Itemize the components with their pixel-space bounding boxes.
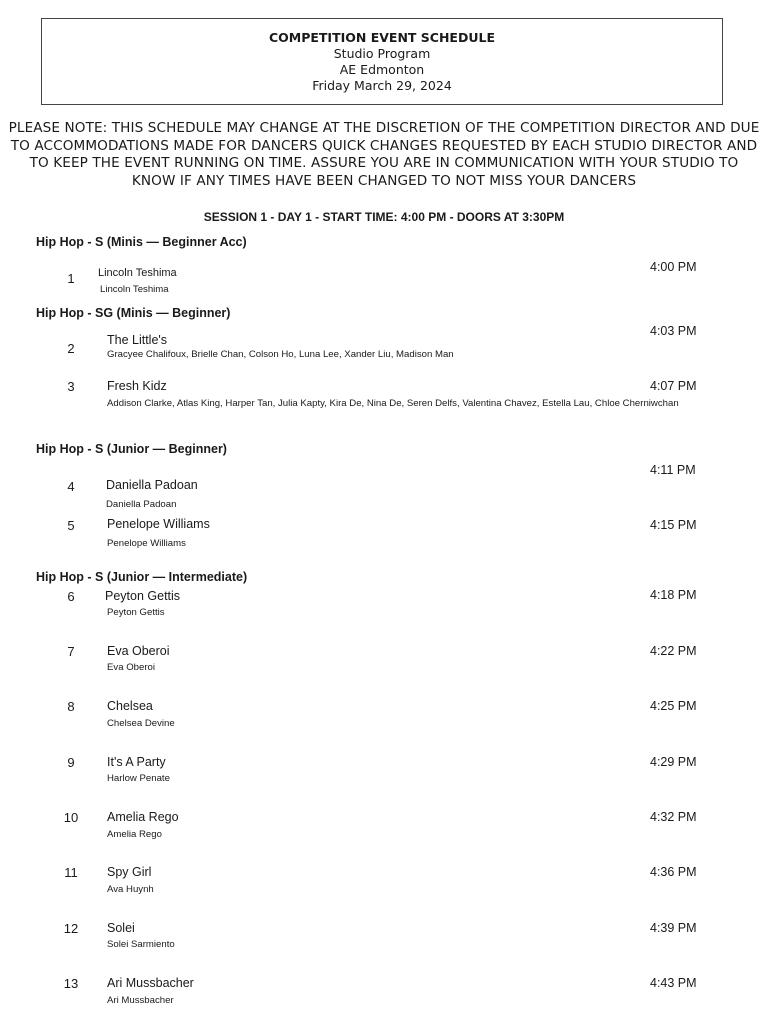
entry-dancers: Gracyee Chalifoux, Brielle Chan, Colson Ho, Luna Lee, Xander Liu, Madison Man bbox=[107, 349, 454, 360]
entry-number: 8 bbox=[67, 699, 75, 714]
entry-number: 11 bbox=[64, 865, 78, 880]
entry-time: 4:22 PM bbox=[650, 644, 697, 658]
entry-dancers: Solei Sarmiento bbox=[107, 939, 175, 950]
entry-title: Spy Girl bbox=[107, 865, 152, 879]
schedule-notice: PLEASE NOTE: THIS SCHEDULE MAY CHANGE AT THE DISCRETION OF THE COMPETITION DIRECTOR AND DUE TO ACCOMMODATIONS MADE FOR DANCERS QUICK CHANGES REQUESTED BY EACH STUDIO DIRECTOR AND TO KEEP THE EVENT RUNNING ON TIME. ASSURE YOU ARE IN COMMUNICATION WITH YOUR STUDIO TO KNOW IF ANY TIMES HAVE BEEN CHANGED TO NOT MISS YOUR DANCERS bbox=[8, 120, 760, 189]
entry-time: 4:15 PM bbox=[650, 518, 697, 532]
entry-time: 4:43 PM bbox=[650, 976, 697, 990]
entry-title: Daniella Padoan bbox=[106, 478, 198, 492]
entry-number: 10 bbox=[63, 810, 79, 825]
entry-dancers: Chelsea Devine bbox=[107, 718, 175, 729]
entry-number: 13 bbox=[63, 976, 79, 991]
entry-title: It's A Party bbox=[107, 755, 166, 769]
entry-dancers: Eva Oberoi bbox=[107, 662, 155, 673]
entry-time: 4:32 PM bbox=[650, 810, 697, 824]
entry-title: Solei bbox=[107, 921, 135, 935]
entry-number: 12 bbox=[63, 921, 79, 936]
category-heading: Hip Hop - SG (Minis — Beginner) bbox=[36, 306, 231, 320]
schedule-header bbox=[41, 18, 723, 105]
entry-number: 4 bbox=[67, 479, 75, 494]
entry-title: Peyton Gettis bbox=[105, 589, 181, 603]
entry-dancers: Lincoln Teshima bbox=[100, 284, 169, 295]
entry-time: 4:29 PM bbox=[650, 755, 697, 769]
entry-dancers: Peyton Gettis bbox=[107, 607, 165, 618]
entry-dancers: Ava Huynh bbox=[107, 884, 154, 895]
entry-time: 4:36 PM bbox=[650, 865, 697, 879]
entry-title: Amelia Rego bbox=[107, 810, 179, 824]
header-location: AE Edmonton bbox=[339, 62, 425, 77]
entry-number: 7 bbox=[67, 644, 75, 659]
category-heading: Hip Hop - S (Junior — Intermediate) bbox=[36, 570, 248, 584]
entry-time: 4:03 PM bbox=[650, 324, 697, 338]
entry-title: Penelope Williams bbox=[107, 517, 210, 531]
entry-title: Chelsea bbox=[107, 699, 153, 713]
entry-dancers: Amelia Rego bbox=[107, 829, 162, 840]
entry-dancers: Addison Clarke, Atlas King, Harper Tan, Julia Kapty, Kira De, Nina De, Seren Delfs, Valentina Chavez, Estella Lau, Chloe Cherniwchan bbox=[107, 398, 679, 409]
entry-dancers: Harlow Penate bbox=[107, 773, 170, 784]
entry-number: 6 bbox=[67, 589, 75, 604]
entry-time: 4:39 PM bbox=[650, 921, 697, 935]
entry-title: Ari Mussbacher bbox=[107, 976, 194, 990]
entry-time: 4:11 PM bbox=[650, 463, 696, 477]
entry-title: Lincoln Teshima bbox=[98, 267, 177, 279]
session-heading: SESSION 1 - DAY 1 - START TIME: 4:00 PM - DOORS AT 3:30PM bbox=[203, 210, 565, 224]
entry-number: 3 bbox=[67, 379, 75, 394]
entry-title: The Little's bbox=[107, 333, 168, 347]
header-program: Studio Program bbox=[333, 46, 431, 61]
entry-number: 1 bbox=[67, 271, 75, 286]
entry-number: 9 bbox=[67, 755, 75, 770]
header-title: COMPETITION EVENT SCHEDULE bbox=[268, 30, 496, 45]
entry-number: 2 bbox=[67, 341, 75, 356]
entry-time: 4:07 PM bbox=[650, 379, 697, 393]
entry-dancers: Ari Mussbacher bbox=[107, 995, 174, 1006]
entry-time: 4:18 PM bbox=[650, 588, 697, 602]
header-date: Friday March 29, 2024 bbox=[312, 78, 452, 93]
category-heading: Hip Hop - S (Minis — Beginner Acc) bbox=[36, 235, 247, 249]
entry-title: Fresh Kidz bbox=[107, 379, 167, 393]
entry-time: 4:25 PM bbox=[650, 699, 697, 713]
entry-dancers: Penelope Williams bbox=[107, 538, 186, 549]
category-heading: Hip Hop - S (Junior — Beginner) bbox=[36, 442, 227, 456]
entry-time: 4:00 PM bbox=[650, 260, 697, 274]
entry-number: 5 bbox=[67, 518, 75, 533]
entry-title: Eva Oberoi bbox=[107, 644, 170, 658]
entry-dancers: Daniella Padoan bbox=[106, 499, 177, 510]
